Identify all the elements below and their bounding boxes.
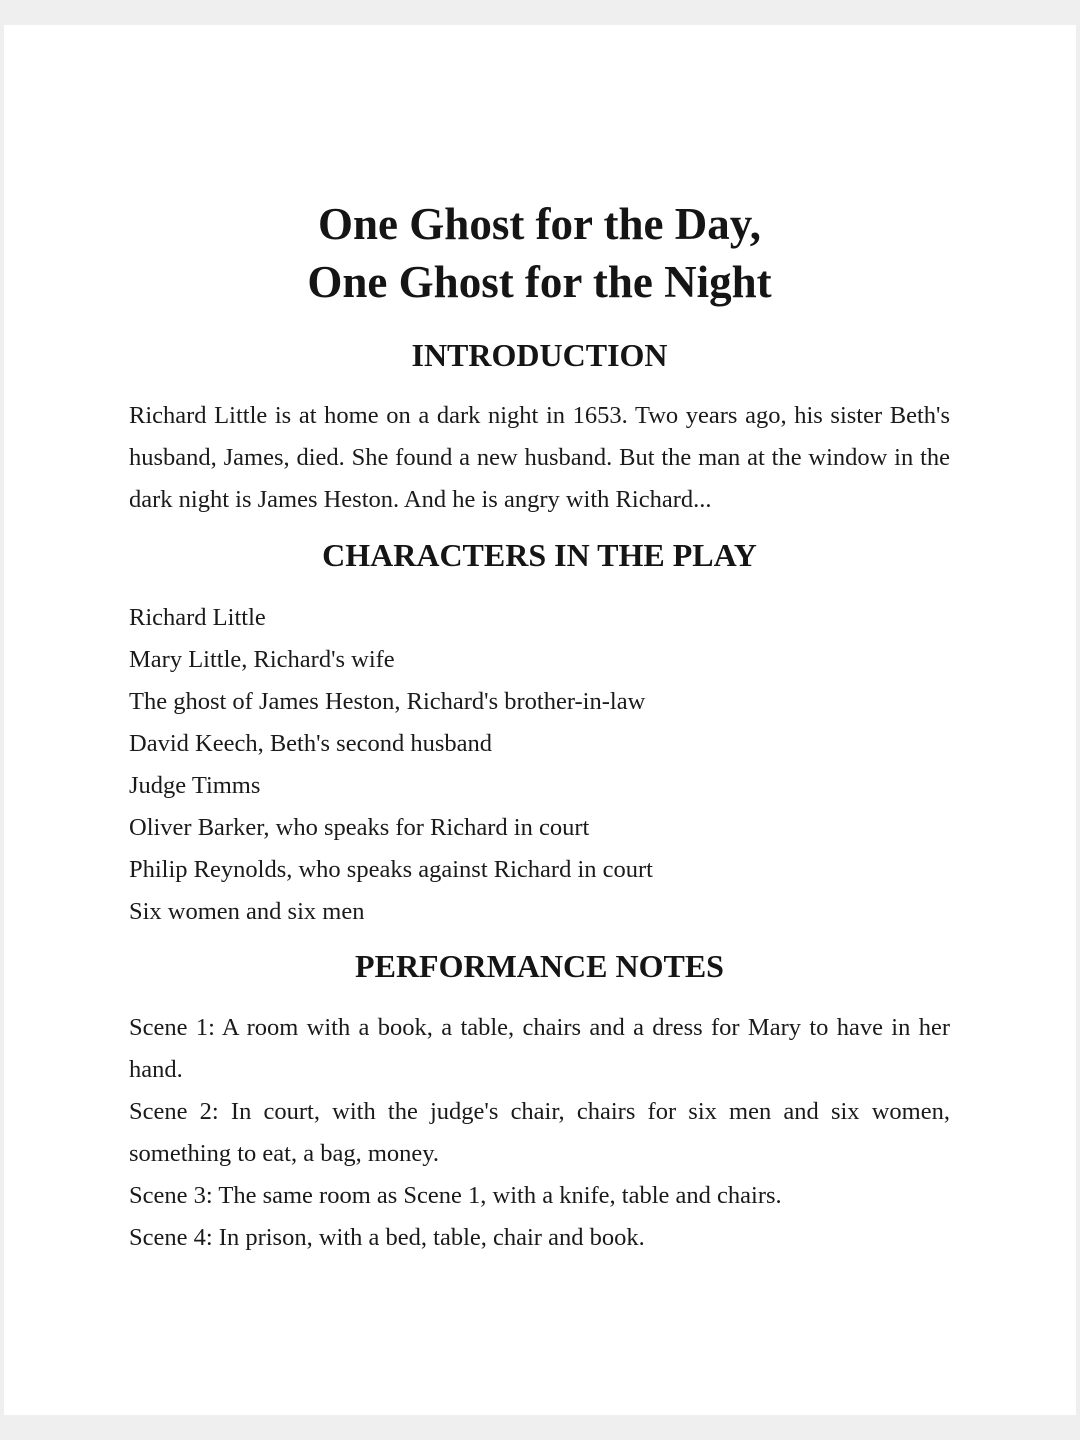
play-title-line-2: One Ghost for the Night xyxy=(307,257,772,307)
character-item: Six women and six men xyxy=(129,898,365,925)
performance-notes-heading: PERFORMANCE NOTES xyxy=(355,948,724,984)
character-item: Mary Little, Richard's wife xyxy=(129,646,395,673)
introduction-heading: INTRODUCTION xyxy=(411,337,668,373)
scene-note: Scene 2: In court, with the judge's chair, chairs for six men and six women, something to eat, a bag, money. xyxy=(129,1098,950,1167)
performance-notes-list xyxy=(129,1007,950,1259)
character-item: Richard Little xyxy=(129,604,266,631)
document-page xyxy=(4,25,1076,1415)
introduction-text: Richard Little is at home on a dark night in 1653. Two years ago, his sister Beth's husband, James, died. She found a new husband. But the man at the window in the dark night is James Heston. And he is angry with Richard... xyxy=(129,402,950,513)
play-title xyxy=(129,195,950,311)
character-item: Philip Reynolds, who speaks against Richard in court xyxy=(129,856,653,883)
scene-note: Scene 4: In prison, with a bed, table, chair and book. xyxy=(129,1224,645,1251)
page-content xyxy=(129,195,950,1259)
characters-heading: CHARACTERS IN THE PLAY xyxy=(322,537,757,573)
character-item: Judge Timms xyxy=(129,772,261,799)
character-item: The ghost of James Heston, Richard's brother-in-law xyxy=(129,688,646,715)
scene-note: Scene 1: A room with a book, a table, chairs and a dress for Mary to have in her hand. xyxy=(129,1014,950,1083)
character-item: Oliver Barker, who speaks for Richard in court xyxy=(129,814,590,841)
character-item: David Keech, Beth's second husband xyxy=(129,730,492,757)
characters-list xyxy=(129,597,950,933)
play-title-line-1: One Ghost for the Day, xyxy=(318,199,761,249)
scene-note: Scene 3: The same room as Scene 1, with a knife, table and chairs. xyxy=(129,1182,782,1209)
